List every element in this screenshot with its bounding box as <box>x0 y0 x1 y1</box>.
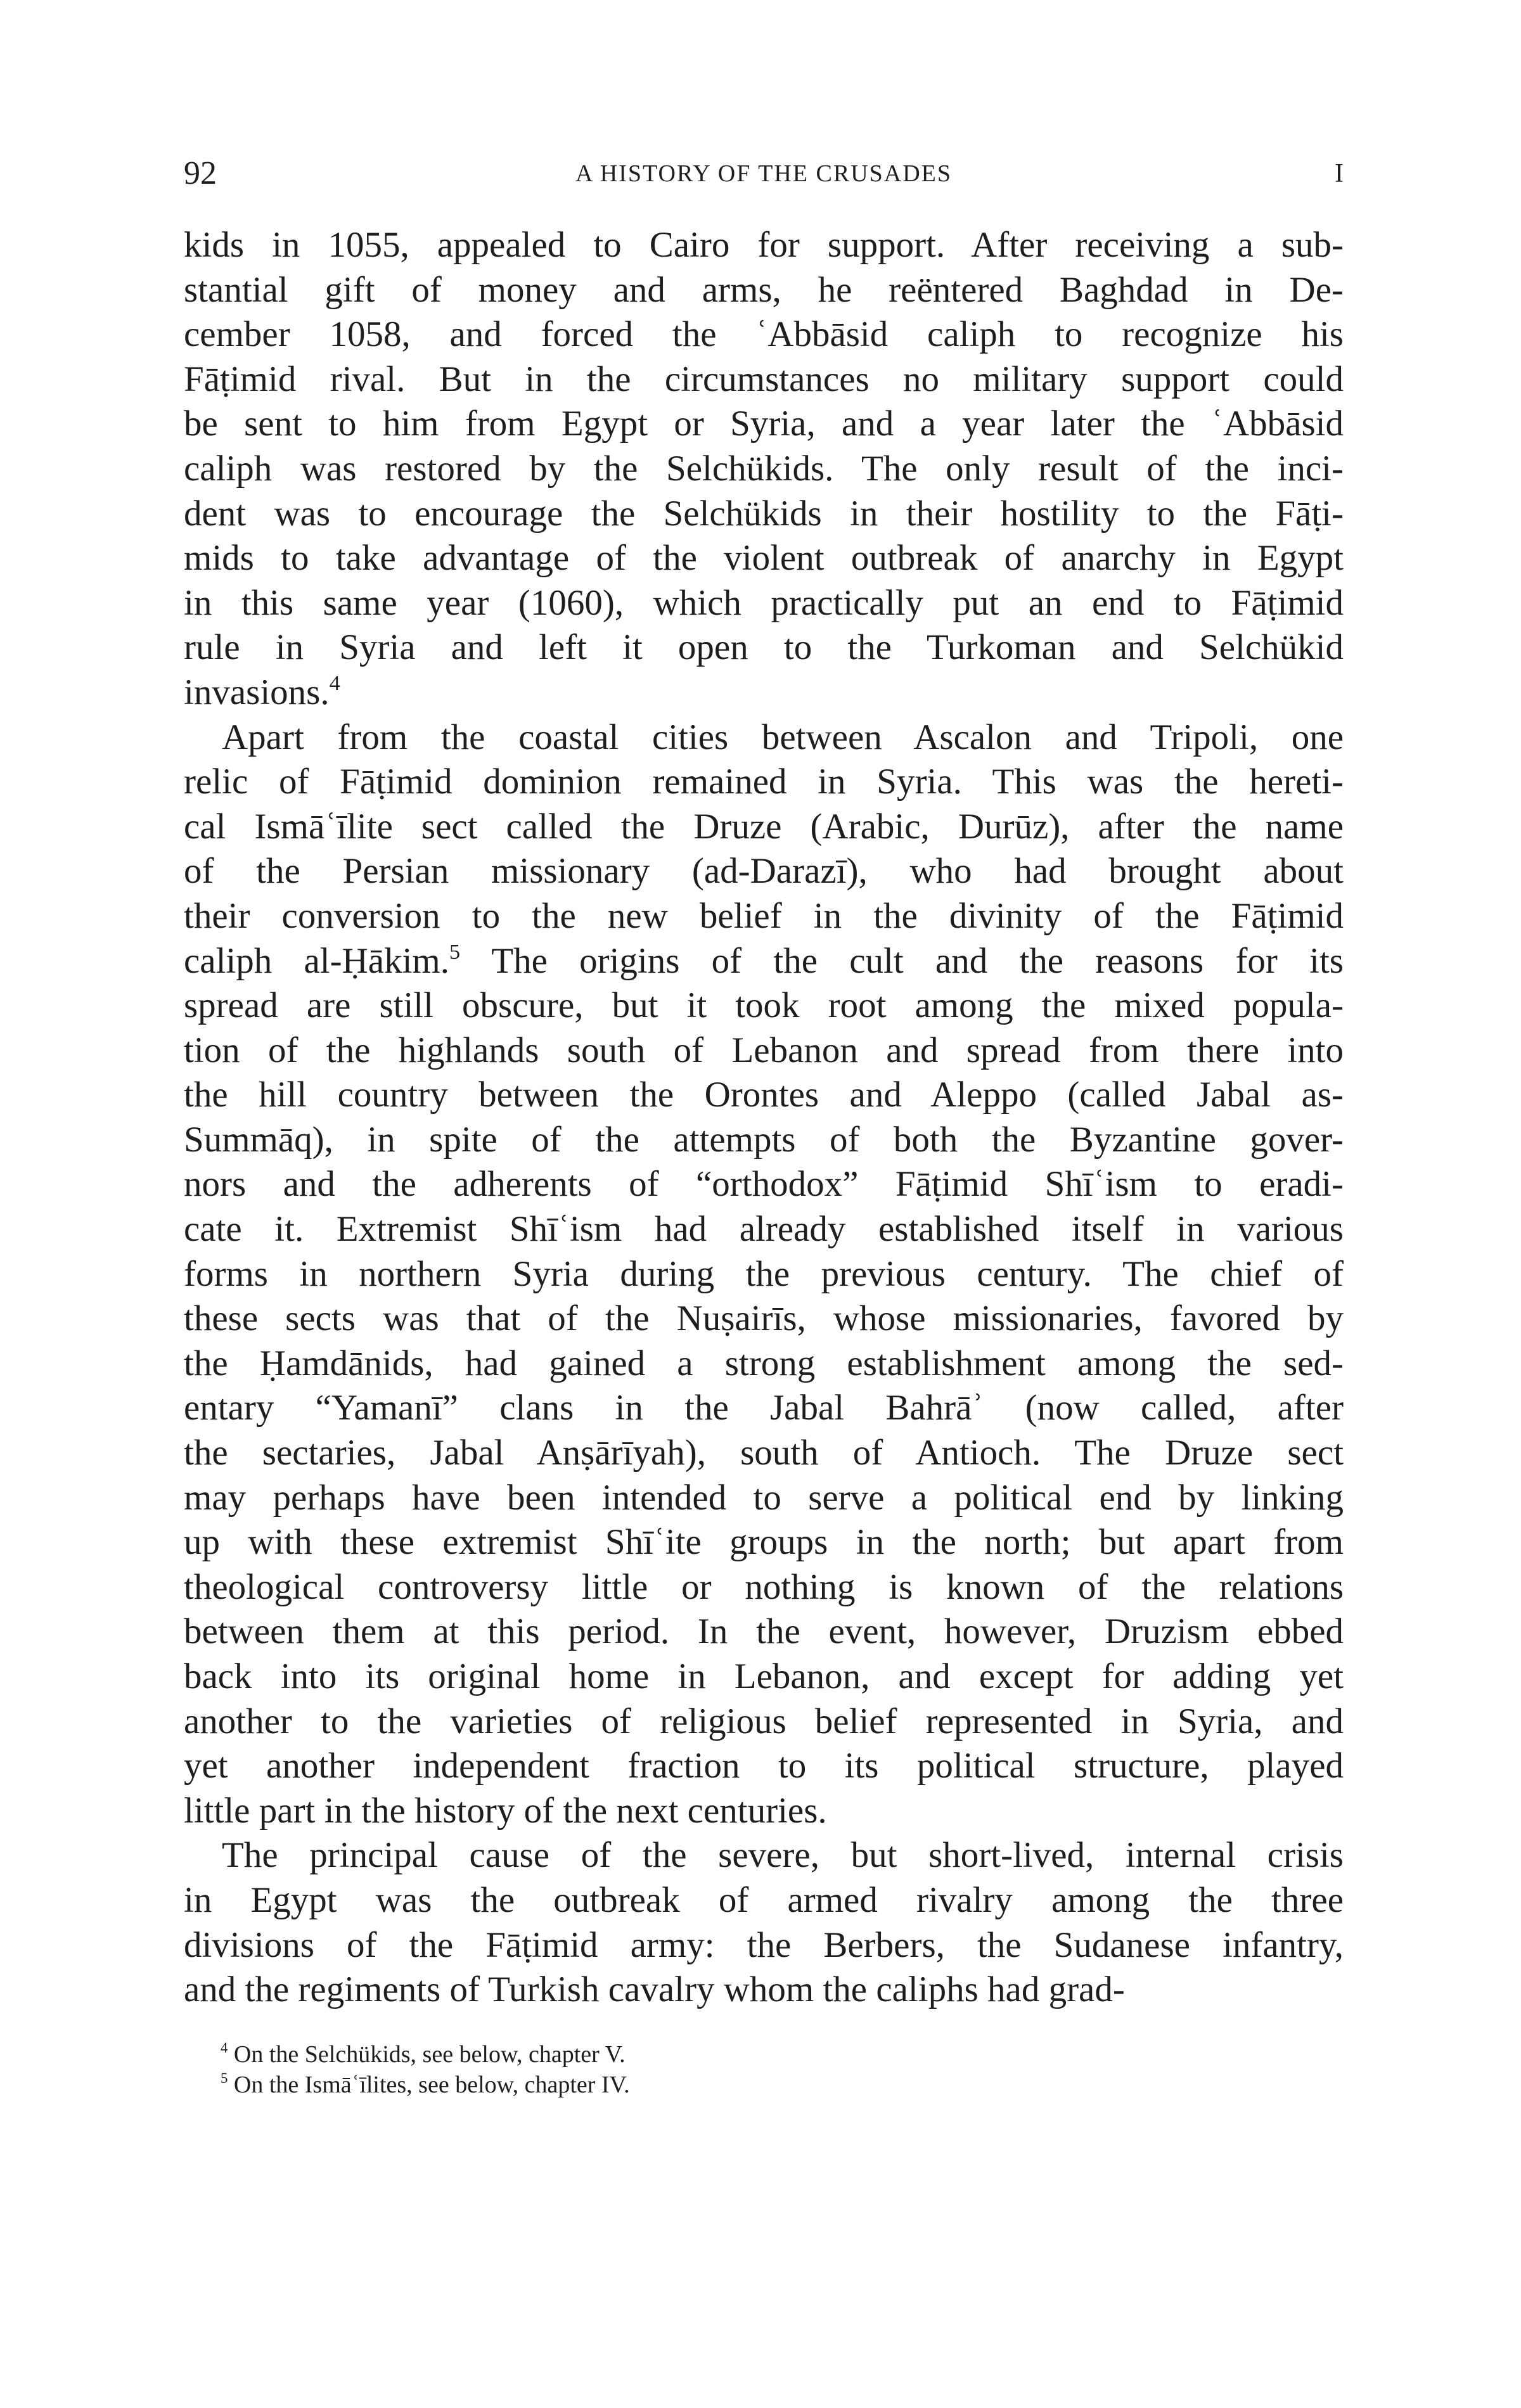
line-text: another to the varieties of religious belief represented in Syria, and <box>184 1701 1344 1741</box>
line-text: of the Persian missionary (ad-Darazī), who had brought about <box>184 851 1344 892</box>
text-line <box>184 805 1344 850</box>
text-line <box>184 1297 1344 1342</box>
text-line <box>184 268 1344 313</box>
text-line <box>184 1476 1344 1521</box>
line-text: in Egypt was the outbreak of armed rivalry among the three <box>184 1880 1344 1920</box>
line-text: relic of Fāṭimid dominion remained in Syria. This was the hereti- <box>184 762 1344 802</box>
line-text: in this same year (1060), which practically put an end to Fāṭimid <box>184 582 1344 623</box>
line-text: back into its original home in Lebanon, and except for adding yet <box>184 1656 1344 1696</box>
line-text: nors and the adherents of “orthodox” Fāṭimid Shīʿism to eradi- <box>184 1164 1344 1205</box>
line-text: their conversion to the new belief in the divinity of the Fāṭimid <box>184 895 1344 936</box>
text-line <box>184 1252 1344 1297</box>
text-line <box>184 1431 1344 1476</box>
line-text: caliph al-Ḥākim. <box>184 940 449 981</box>
line-text: tion of the highlands south of Lebanon and spread from there into <box>184 1030 1344 1070</box>
line-text: invasions. <box>184 672 330 712</box>
text-line <box>184 670 1344 715</box>
line-text: between them at this period. In the event, however, Druzism ebbed <box>184 1611 1344 1652</box>
line-text: little part in the history of the next centuries. <box>184 1790 827 1831</box>
text-line <box>184 1565 1344 1610</box>
line-text: cate it. Extremist Shīʿism had already established itself in various <box>184 1209 1344 1250</box>
line-text: the sectaries, Jabal Anṣārīyah), south of Antioch. The Druze sect <box>184 1433 1344 1473</box>
text-line <box>184 402 1344 447</box>
text-line <box>184 1610 1344 1655</box>
footnote-text: On the Selchükids, see below, chapter V. <box>228 2041 626 2068</box>
footnote-reference: 5 <box>449 940 461 964</box>
text-line <box>184 1744 1344 1789</box>
text-line <box>184 1162 1344 1207</box>
text-line <box>184 1655 1344 1700</box>
text-line <box>184 1833 1344 1878</box>
line-text: forms in northern Syria during the previous century. The chief of <box>184 1253 1344 1294</box>
line-text: Summāq), in spite of the attempts of both the Byzantine gover- <box>184 1119 1344 1160</box>
text-line <box>184 312 1344 357</box>
text-line <box>184 1789 1344 1834</box>
line-text: Apart from the coastal cities between Ascalon and Tripoli, one <box>222 717 1344 757</box>
text-line <box>184 1073 1344 1118</box>
text-line <box>184 1923 1344 1968</box>
line-text: The principal cause of the severe, but short-lived, internal crisis <box>222 1835 1344 1876</box>
text-line <box>184 760 1344 805</box>
line-text: these sects was that of the Nuṣairīs, whose missionaries, favored by <box>184 1298 1344 1339</box>
text-line <box>184 1342 1344 1387</box>
text-line <box>184 1207 1344 1252</box>
main-text <box>184 223 1344 2013</box>
footnotes <box>221 2039 1336 2100</box>
text-line <box>184 357 1344 402</box>
line-text: the hill country between the Orontes and Aleppo (called Jabal as- <box>184 1075 1344 1115</box>
line-text: dent was to encourage the Selchükids in their hostility to the Fāṭi- <box>184 493 1344 534</box>
line-text: may perhaps have been intended to serve a political end by linking <box>184 1477 1344 1518</box>
text-line <box>184 1878 1344 1923</box>
line-text: cember 1058, and forced the ʿAbbāsid caliph to recognize his <box>184 314 1344 355</box>
text-line <box>184 1386 1344 1431</box>
line-text-continuation: The origins of the cult and the reasons for its <box>460 940 1344 981</box>
footnote <box>221 2070 1336 2100</box>
footnote-reference: 4 <box>329 671 340 695</box>
line-text: be sent to him from Egypt or Syria, and a year later the ʿAbbāsid <box>184 404 1344 444</box>
running-title: A HISTORY OF THE CRUSADES <box>575 160 953 187</box>
chapter-number: I <box>1335 159 1344 188</box>
text-line <box>184 939 1344 984</box>
line-text: spread are still obscure, but it took root among the mixed popula- <box>184 985 1344 1026</box>
text-line <box>184 1968 1344 2013</box>
line-text: the Ḥamdānids, had gained a strong establishment among the sed- <box>184 1343 1344 1383</box>
line-text: theological controversy little or nothing is known of the relations <box>184 1566 1344 1607</box>
footnote-number: 4 <box>221 2040 228 2056</box>
text-line <box>184 625 1344 670</box>
text-line <box>184 1520 1344 1565</box>
line-text: up with these extremist Shīʿite groups in the north; but apart from <box>184 1522 1344 1563</box>
text-line <box>184 1700 1344 1745</box>
text-line <box>184 1118 1344 1163</box>
line-text: mids to take advantage of the violent outbreak of anarchy in Egypt <box>184 538 1344 579</box>
text-line <box>184 492 1344 537</box>
text-line <box>184 715 1344 760</box>
running-head <box>184 155 1344 193</box>
line-text: and the regiments of Turkish cavalry whom the caliphs had grad- <box>184 1969 1125 2010</box>
page-number: 92 <box>184 155 217 191</box>
text-line <box>184 447 1344 492</box>
text-line <box>184 894 1344 939</box>
footnote <box>221 2039 1336 2070</box>
footnote-number: 5 <box>221 2070 228 2087</box>
text-line <box>184 536 1344 581</box>
line-text: rule in Syria and left it open to the Turkoman and Selchükid <box>184 627 1344 668</box>
line-text: yet another independent fraction to its political structure, played <box>184 1746 1344 1786</box>
footnote-text: On the Ismāʿīlites, see below, chapter IV. <box>228 2072 630 2098</box>
text-line <box>184 983 1344 1028</box>
text-line <box>184 223 1344 268</box>
line-text: divisions of the Fāṭimid army: the Berbers, the Sudanese infantry, <box>184 1924 1344 1965</box>
line-text: Fāṭimid rival. But in the circumstances no military support could <box>184 359 1344 399</box>
line-text: entary “Yamanī” clans in the Jabal Bahrāʾ (now called, after <box>184 1388 1344 1428</box>
text-line <box>184 581 1344 626</box>
line-text: stantial gift of money and arms, he reëntered Baghdad in De- <box>184 269 1344 310</box>
line-text: cal Ismāʿīlite sect called the Druze (Arabic, Durūz), after the name <box>184 806 1344 847</box>
line-text: kids in 1055, appealed to Cairo for support. After receiving a sub- <box>184 225 1344 265</box>
text-line <box>184 849 1344 894</box>
text-line <box>184 1028 1344 1073</box>
line-text: caliph was restored by the Selchükids. The only result of the inci- <box>184 448 1344 489</box>
